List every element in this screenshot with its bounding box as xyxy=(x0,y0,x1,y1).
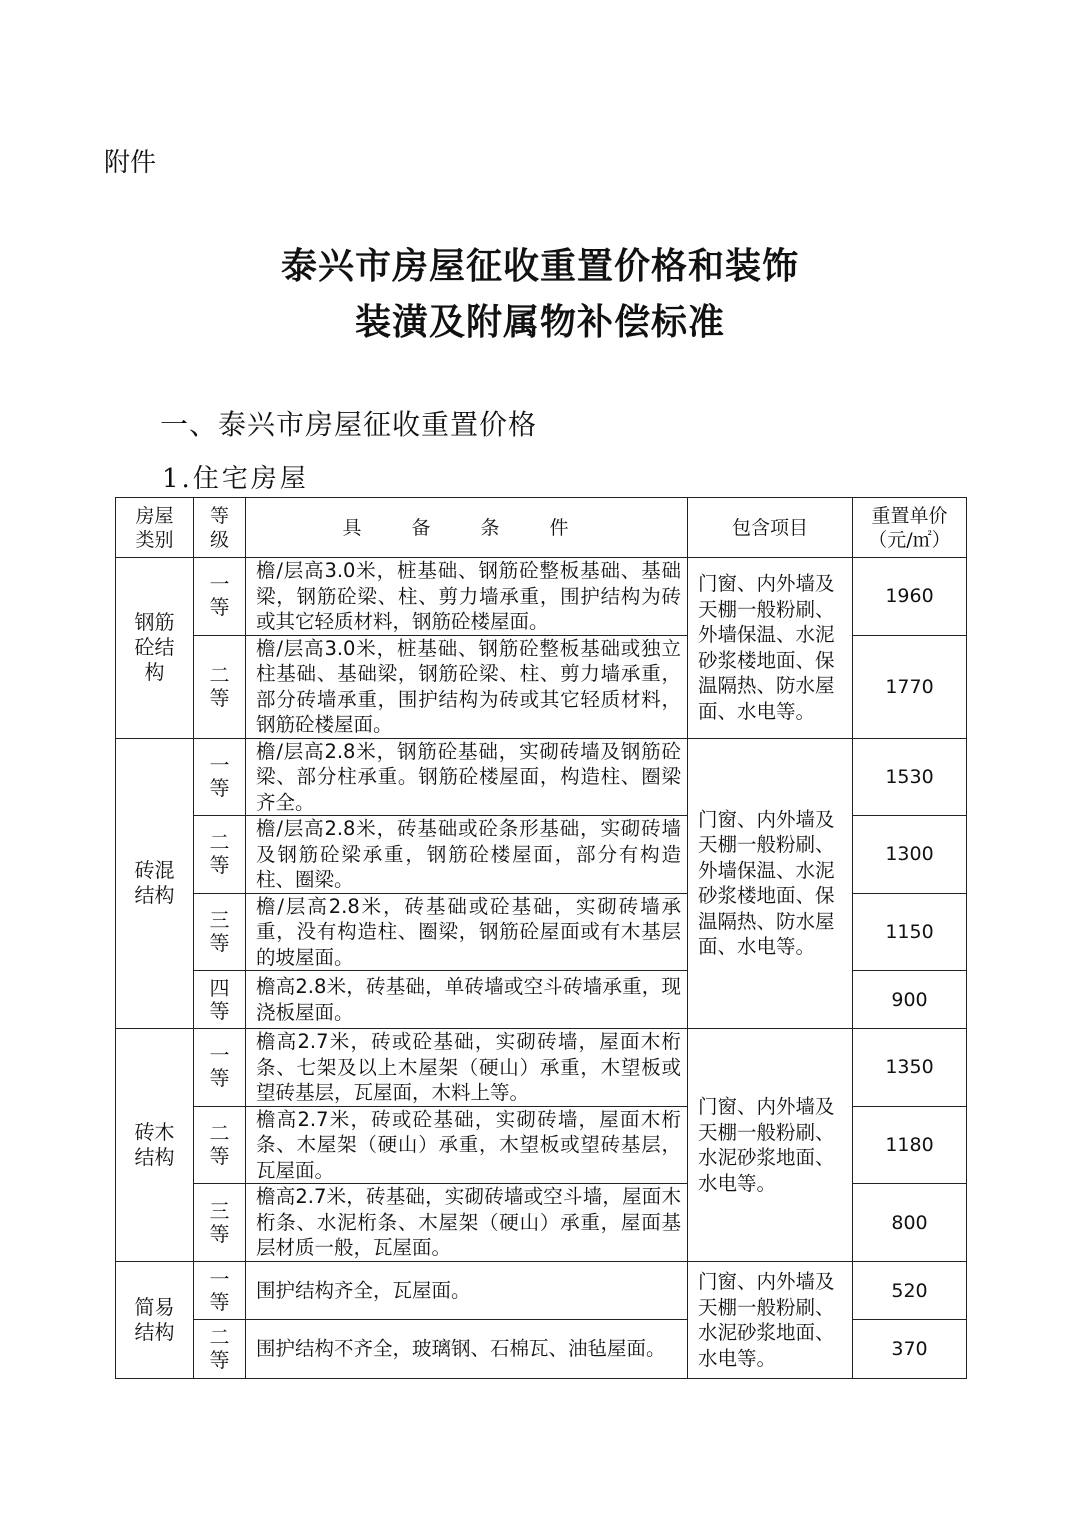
price-cell: 1960 xyxy=(853,558,967,636)
header-includes: 包含项目 xyxy=(688,498,853,558)
price-cell: 900 xyxy=(853,971,967,1029)
grade-cell: 二等 xyxy=(194,816,246,894)
includes-cell: 门窗、内外墙及天棚一般粉刷、外墙保温、水泥砂浆楼地面、保温隔热、防水屋面、水电等。 xyxy=(688,558,853,739)
category-cell: 简易结构 xyxy=(116,1262,194,1379)
includes-cell: 门窗、内外墙及天棚一般粉刷、水泥砂浆地面、水电等。 xyxy=(688,1029,853,1262)
price-cell: 1180 xyxy=(853,1106,967,1184)
conditions-cell: 檐/层高3.0米，桩基础、钢筋砼整板基础、基础梁，钢筋砼梁、柱、剪力墙承重，围护结构为砖或其它轻质材料，钢筋砼楼屋面。 xyxy=(246,558,688,636)
table-row xyxy=(116,558,967,636)
includes-cell: 门窗、内外墙及天棚一般粉刷、水泥砂浆地面、水电等。 xyxy=(688,1262,853,1379)
section-heading: 一、泰兴市房屋征收重置价格 xyxy=(160,408,538,441)
price-cell: 1300 xyxy=(853,816,967,894)
conditions-cell: 檐高2.7米，砖或砼基础，实砌砖墙，屋面木桁条、七架及以上木屋架（硬山）承重，木望板或望砖基层，瓦屋面，木料上等。 xyxy=(246,1029,688,1107)
price-cell: 370 xyxy=(853,1320,967,1379)
attachment-label: 附件 xyxy=(104,148,157,178)
header-price: 重置单价（元/㎡） xyxy=(853,498,967,558)
price-table xyxy=(115,497,967,1379)
title-line-2: 装潢及附属物补偿标准 xyxy=(354,301,725,343)
conditions-cell: 檐/层高3.0米，桩基础、钢筋砼整板基础或独立柱基础、基础梁，钢筋砼梁、柱、剪力墙承重，部分砖墙承重，围护结构为砖或其它轻质材料，钢筋砼楼屋面。 xyxy=(246,635,688,738)
conditions-cell: 檐/层高2.8米，砖基础或砼条形基础，实砌砖墙及钢筋砼梁承重，钢筋砼楼屋面，部分有构造柱、圈梁。 xyxy=(246,816,688,894)
grade-cell: 一等 xyxy=(194,558,246,636)
category-cell: 钢筋砼结构 xyxy=(116,558,194,739)
includes-cell: 门窗、内外墙及天棚一般粉刷、外墙保温、水泥砂浆楼地面、保温隔热、防水屋面、水电等。 xyxy=(688,738,853,1029)
table-row xyxy=(116,738,967,816)
grade-cell: 三等 xyxy=(194,893,246,971)
price-cell: 1770 xyxy=(853,635,967,738)
conditions-cell: 檐/层高2.8米，钢筋砼基础，实砌砖墙及钢筋砼梁、部分柱承重。钢筋砼楼屋面，构造柱、圈梁齐全。 xyxy=(246,738,688,816)
price-cell: 1350 xyxy=(853,1029,967,1107)
grade-cell: 一等 xyxy=(194,738,246,816)
title-line-1: 泰兴市房屋征收重置价格和装饰 xyxy=(280,245,799,287)
conditions-cell: 檐/层高2.8米，砖基础或砼基础，实砌砖墙承重，没有构造柱、圈梁，钢筋砼屋面或有木基层的坡屋面。 xyxy=(246,893,688,971)
table-row xyxy=(116,1262,967,1320)
document-title xyxy=(0,238,1080,350)
category-cell: 砖混结构 xyxy=(116,738,194,1029)
grade-cell: 三等 xyxy=(194,1184,246,1262)
header-grade: 等级 xyxy=(194,498,246,558)
grade-cell: 一等 xyxy=(194,1029,246,1107)
subsection-heading: 1.住宅房屋 xyxy=(162,464,309,494)
grade-cell: 二等 xyxy=(194,1106,246,1184)
price-cell: 800 xyxy=(853,1184,967,1262)
grade-cell: 二等 xyxy=(194,635,246,738)
header-conditions: 具 备 条 件 xyxy=(246,498,688,558)
conditions-cell: 檐高2.7米，砖基础，实砌砖墙或空斗墙，屋面木桁条、水泥桁条、木屋架（硬山）承重，屋面基层材质一般，瓦屋面。 xyxy=(246,1184,688,1262)
conditions-cell: 檐高2.7米，砖或砼基础，实砌砖墙，屋面木桁条、木屋架（硬山）承重，木望板或望砖基层，瓦屋面。 xyxy=(246,1106,688,1184)
price-cell: 520 xyxy=(853,1262,967,1320)
header-category: 房屋类别 xyxy=(116,498,194,558)
price-cell: 1150 xyxy=(853,893,967,971)
grade-cell: 四等 xyxy=(194,971,246,1029)
conditions-cell: 围护结构齐全，瓦屋面。 xyxy=(246,1262,688,1320)
table-row xyxy=(116,1029,967,1107)
price-cell: 1530 xyxy=(853,738,967,816)
conditions-cell: 檐高2.8米，砖基础，单砖墙或空斗砖墙承重，现浇板屋面。 xyxy=(246,971,688,1029)
grade-cell: 一等 xyxy=(194,1262,246,1320)
category-cell: 砖木结构 xyxy=(116,1029,194,1262)
conditions-cell: 围护结构不齐全，玻璃钢、石棉瓦、油毡屋面。 xyxy=(246,1320,688,1379)
grade-cell: 二等 xyxy=(194,1320,246,1379)
table-header-row xyxy=(116,498,967,558)
